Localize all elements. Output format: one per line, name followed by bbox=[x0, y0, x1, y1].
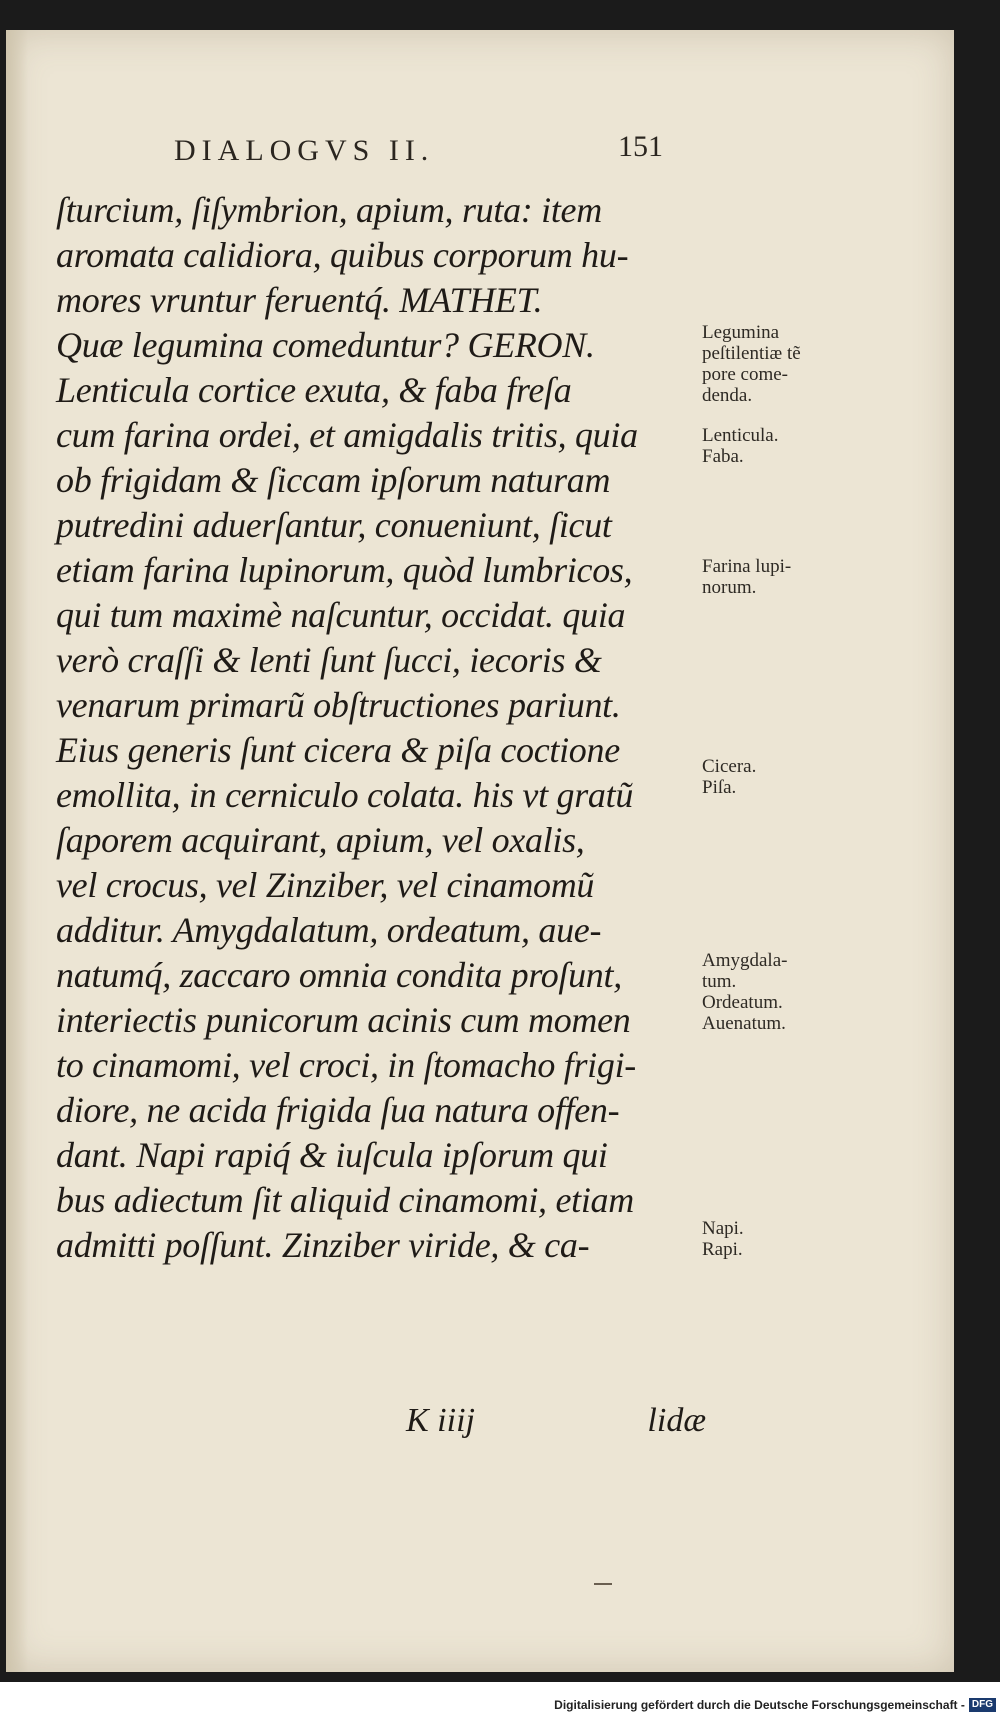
margin-note-line: Napi. bbox=[702, 1218, 744, 1239]
running-head: DIALOGVS II. bbox=[174, 134, 435, 167]
text-line: ſaporem acquirant, apium, vel oxalis, bbox=[56, 820, 585, 860]
margin-note-napi bbox=[702, 1218, 842, 1260]
text-line: mores vruntur feruentq́. MATHET. bbox=[56, 280, 543, 320]
margin-note-line: peſtilentiæ tẽ bbox=[702, 343, 801, 364]
book-page bbox=[6, 30, 954, 1672]
margin-note-line: Farina lupi- bbox=[702, 556, 792, 577]
margin-note-lenticula bbox=[702, 425, 842, 467]
page-number: 151 bbox=[618, 130, 663, 163]
signature-mark: K iiij bbox=[406, 1402, 475, 1439]
credit-text: Digitalisierung gefördert durch die Deutsche Forschungsgemeinschaft - bbox=[554, 1698, 965, 1712]
text-line: admitti poſſunt. Zinziber viride, & ca- bbox=[56, 1225, 590, 1265]
text-line: putredini aduerſantur, conueniunt, ſicut bbox=[56, 505, 612, 545]
text-line: qui tum maximè naſcuntur, occidat. quia bbox=[56, 595, 626, 635]
text-line: natumq́, zaccaro omnia condita proſunt, bbox=[56, 955, 622, 995]
margin-note-line: tum. bbox=[702, 971, 737, 992]
margin-note-line: pore come- bbox=[702, 364, 788, 385]
margin-note-line: Amygdala- bbox=[702, 950, 788, 971]
text-line: vel crocus, vel Zinziber, vel cinamomũ bbox=[56, 865, 595, 905]
text-line: ob frigidam & ſiccam ipſorum naturam bbox=[56, 460, 611, 500]
text-line: verò craſſi & lenti ſunt ſucci, iecoris & bbox=[56, 640, 602, 680]
text-line: venarum primarũ obſtructiones pariunt. bbox=[56, 685, 621, 725]
margin-note-legumina bbox=[702, 322, 842, 406]
text-line: etiam farina lupinorum, quòd lumbricos, bbox=[56, 550, 633, 590]
margin-note-line: Cicera. bbox=[702, 756, 757, 777]
signature-line bbox=[406, 1402, 706, 1442]
text-line: Quæ legumina comeduntur? GERON. bbox=[56, 325, 595, 365]
margin-note-line: Piſa. bbox=[702, 777, 737, 798]
text-line: aromata calidiora, quibus corporum hu- bbox=[56, 235, 629, 275]
text-line: Lenticula cortice exuta, & faba freſa bbox=[56, 370, 572, 410]
catchword: lidæ bbox=[647, 1402, 706, 1439]
body-text bbox=[56, 188, 696, 1268]
text-line: additur. Amygdalatum, ordeatum, aue- bbox=[56, 910, 602, 950]
text-line: to cinamomi, vel croci, in ſtomacho frigi- bbox=[56, 1045, 636, 1085]
text-line: Eius generis ſunt cicera & piſa coctione bbox=[56, 730, 620, 770]
margin-note-line: norum. bbox=[702, 577, 757, 598]
margin-note-line: Ordeatum. bbox=[702, 992, 783, 1013]
ink-mark bbox=[594, 1583, 612, 1585]
text-line: interiectis punicorum acinis cum momen bbox=[56, 1000, 631, 1040]
margin-note-line: Lenticula. bbox=[702, 425, 779, 446]
margin-note-farina bbox=[702, 556, 842, 598]
margin-note-line: denda. bbox=[702, 385, 753, 406]
text-line: ſturcium, ſiſymbrion, apium, ruta: item bbox=[56, 190, 602, 230]
text-line: bus adiectum ſit aliquid cinamomi, etiam bbox=[56, 1180, 634, 1220]
digitization-credit bbox=[554, 1698, 996, 1712]
margin-note-line: Faba. bbox=[702, 446, 744, 467]
dfg-logo: DFG bbox=[969, 1698, 996, 1712]
text-line: emollita, in cerniculo colata. his vt gratũ bbox=[56, 775, 634, 815]
margin-note-amygdalatum bbox=[702, 950, 842, 1034]
margin-note-line: Auenatum. bbox=[702, 1013, 786, 1034]
text-line: cum farina ordei, et amigdalis tritis, quia bbox=[56, 415, 638, 455]
margin-note-line: Legumina bbox=[702, 322, 780, 343]
margin-note-cicera bbox=[702, 756, 842, 798]
margin-note-line: Rapi. bbox=[702, 1239, 743, 1260]
text-line: dant. Napi rapiq́ & iuſcula ipſorum qui bbox=[56, 1135, 608, 1175]
text-line: diore, ne acida frigida ſua natura offen- bbox=[56, 1090, 620, 1130]
